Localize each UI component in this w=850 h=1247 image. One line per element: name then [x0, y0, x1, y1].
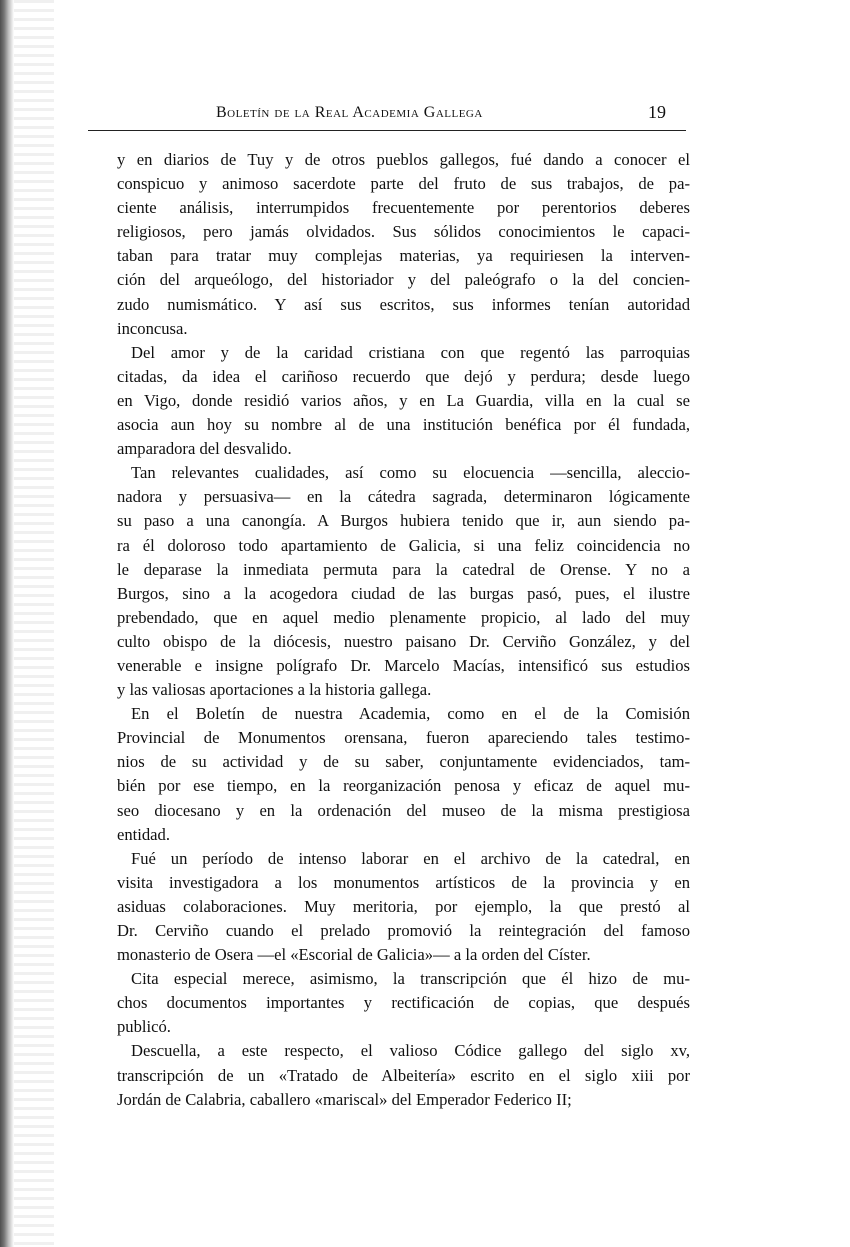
- body-text: [117, 148, 690, 1112]
- text-line: Descuella, a este respecto, el valioso Códice gallego del siglo xv,: [131, 1041, 690, 1061]
- text-line: Del amor y de la caridad cristiana con que regentó las parroquias: [131, 342, 690, 362]
- text-line: seo diocesano y en la ordenación del museo de la misma prestigiosa: [117, 800, 690, 820]
- text-line: en Vigo, donde residió varios años, y en La Guardia, villa en la cual se: [117, 390, 690, 410]
- text-line: Jordán de Calabria, caballero «mariscal» del Emperador Federico II;: [117, 1089, 572, 1109]
- text-line: amparadora del desvalido.: [117, 439, 292, 459]
- text-line: venerable e insigne polígrafo Dr. Marcelo Macías, intensificó sus estudios: [117, 655, 690, 675]
- paragraph: [117, 148, 690, 341]
- paragraph: [117, 1039, 690, 1111]
- text-line: Provincial de Monumentos orensana, fueron apareciendo tales testimo-: [117, 728, 690, 748]
- text-line: publicó.: [117, 1017, 171, 1037]
- text-line: citadas, da idea el cariñoso recuerdo que dejó y perdura; desde luego: [117, 366, 690, 386]
- text-line: bién por ese tiempo, en la reorganización penosa y eficaz de aquel mu-: [117, 776, 690, 796]
- text-line: su paso a una canongía. A Burgos hubiera tenido que ir, aun siendo pa-: [117, 511, 690, 531]
- text-line: Dr. Cerviño cuando el prelado promovió la reintegración del famoso: [117, 921, 690, 940]
- text-line: culto obispo de la diócesis, nuestro paisano Dr. Cerviño González, y del: [117, 631, 690, 651]
- text-line: En el Boletín de nuestra Academia, como en el de la Comisión: [131, 704, 690, 724]
- text-line: Tan relevantes cualidades, así como su elocuencia —sencilla, aleccio-: [131, 463, 690, 483]
- text-line: nadora y persuasiva— en la cátedra sagrada, determinaron lógicamente: [117, 487, 690, 507]
- text-line: Burgos, sino a la acogedora ciudad de las burgas pasó, pues, el ilustre: [117, 583, 690, 603]
- text-line: conspicuo y animoso sacerdote parte del fruto de sus trabajos, de pa-: [117, 174, 690, 194]
- paragraph: [117, 967, 690, 1039]
- paragraph: [117, 702, 690, 847]
- text-line: asocia aun hoy su nombre al de una institución benéfica por él fundada,: [117, 415, 690, 435]
- scan-edge-noise: [14, 0, 54, 1247]
- text-line: entidad.: [117, 824, 170, 844]
- text-line: monasterio de Osera —el «Escorial de Galicia»— a la orden del Císter.: [117, 945, 591, 965]
- text-line: Fué un período de intenso laborar en el archivo de la catedral, en: [131, 848, 690, 868]
- running-header: [88, 100, 686, 131]
- text-line: prebendado, que en aquel medio plenamente propicio, al lado del muy: [117, 607, 690, 627]
- text-line: y en diarios de Tuy y de otros pueblos gallegos, fué dando a conocer el: [117, 150, 690, 169]
- text-line: zudo numismático. Y así sus escritos, sus informes tenían autoridad: [117, 294, 690, 314]
- text-line: chos documentos importantes y rectificación de copias, que después: [117, 993, 690, 1013]
- text-line: ra él doloroso todo apartamiento de Galicia, si una feliz coincidencia no: [117, 535, 690, 555]
- text-line: le deparase la inmediata permuta para la catedral de Orense. Y no a: [117, 559, 690, 579]
- page-number: 19: [648, 102, 666, 122]
- text-line: inconcusa.: [117, 318, 188, 338]
- paragraph: [117, 461, 690, 702]
- text-line: ciente análisis, interrumpidos frecuentemente por perentorios deberes: [117, 198, 690, 218]
- text-line: ción del arqueólogo, del historiador y del paleógrafo o la del concien-: [117, 270, 690, 290]
- scan-edge-shadow: [0, 0, 14, 1247]
- text-line: y las valiosas aportaciones a la historia gallega.: [117, 680, 432, 700]
- journal-title: Boletín de la Real Academia Gallega: [216, 104, 483, 121]
- text-line: nios de su actividad y de su saber, conjuntamente evidenciados, tam-: [117, 752, 690, 772]
- text-line: Cita especial merece, asimismo, la transcripción que él hizo de mu-: [131, 969, 690, 989]
- paragraph: [117, 341, 690, 461]
- text-line: visita investigadora a los monumentos artísticos de la provincia y en: [117, 872, 690, 892]
- text-line: asiduas colaboraciones. Muy meritoria, por ejemplo, la que prestó al: [117, 896, 690, 916]
- text-line: transcripción de un «Tratado de Albeitería» escrito en el siglo xiii por: [117, 1065, 690, 1085]
- paragraph: [117, 847, 690, 967]
- text-line: taban para tratar muy complejas materias, ya requiriesen la interven-: [117, 246, 690, 266]
- text-line: religiosos, pero jamás olvidados. Sus sólidos conocimientos le capaci-: [117, 222, 690, 242]
